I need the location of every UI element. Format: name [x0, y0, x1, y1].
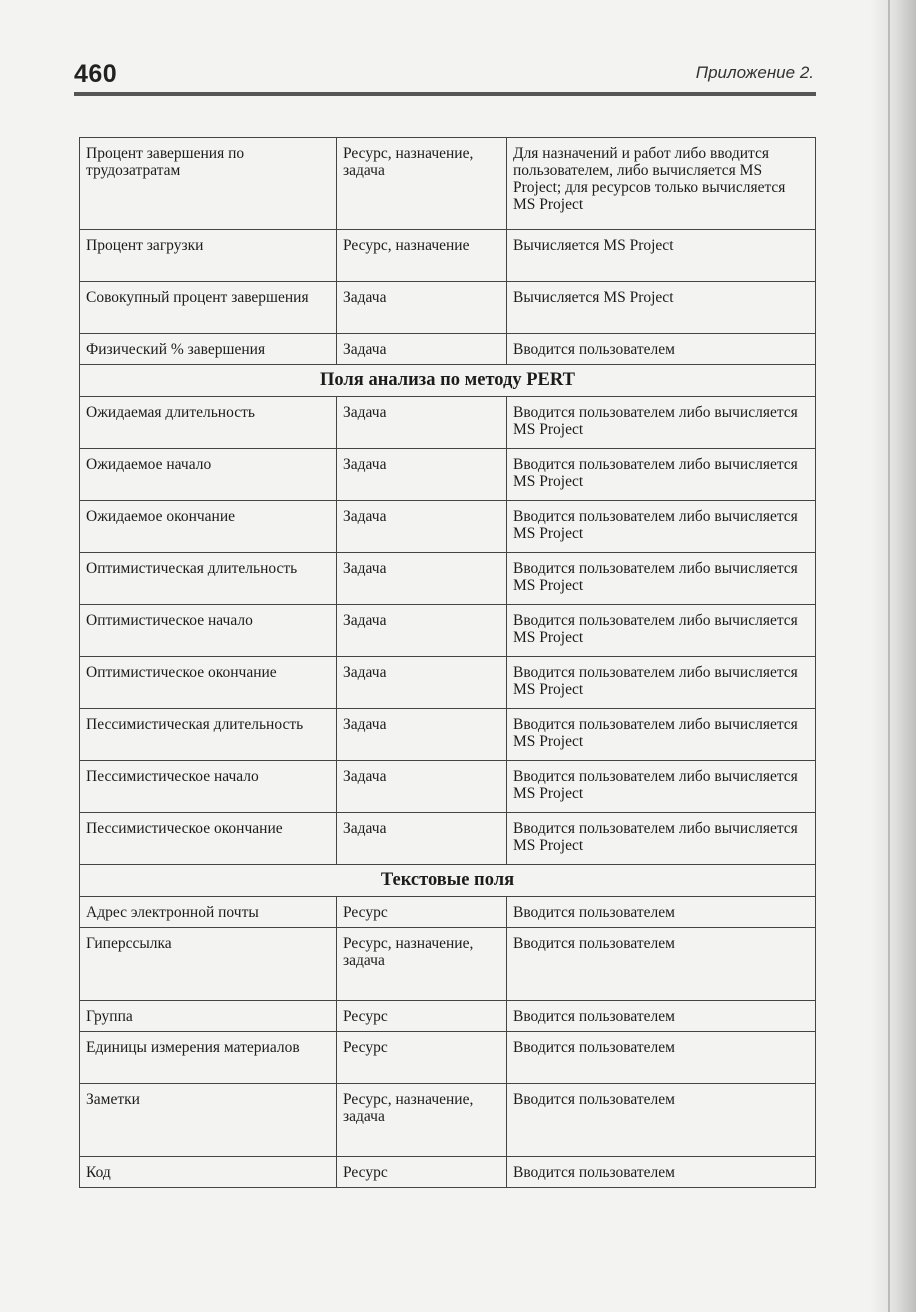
table-row	[80, 605, 816, 657]
table-row	[80, 657, 816, 709]
page-edge-line	[888, 0, 890, 1312]
source-cell: Вводится пользователем либо вычисляется MS Project	[507, 813, 816, 865]
field-name-cell: Заметки	[80, 1084, 337, 1157]
applies-to-cell: Ресурс	[337, 897, 507, 928]
source-cell: Вводится пользователем	[507, 928, 816, 1001]
table-row	[80, 1157, 816, 1188]
source-cell: Вводится пользователем либо вычисляется MS Project	[507, 761, 816, 813]
table-row	[80, 138, 816, 230]
applies-to-cell: Ресурс, назначение, задача	[337, 1084, 507, 1157]
source-cell: Вводится пользователем либо вычисляется MS Project	[507, 553, 816, 605]
table-row	[80, 397, 816, 449]
applies-to-cell: Ресурс, назначение	[337, 230, 507, 282]
section-title: Текстовые поля	[80, 865, 816, 897]
table-row	[80, 501, 816, 553]
applies-to-cell: Ресурс	[337, 1157, 507, 1188]
source-cell: Вводится пользователем либо вычисляется MS Project	[507, 397, 816, 449]
source-cell: Для назначений и работ либо вводится пользователем, либо вычисляется MS Project; для ресурсов только вычисляется MS Project	[507, 138, 816, 230]
applies-to-cell: Задача	[337, 334, 507, 365]
fields-table	[79, 137, 816, 1188]
table-row	[80, 1001, 816, 1032]
field-name-cell: Процент завершения по трудозатратам	[80, 138, 337, 230]
source-cell: Вычисляется MS Project	[507, 230, 816, 282]
field-name-cell: Ожидаемое окончание	[80, 501, 337, 553]
applies-to-cell: Задача	[337, 501, 507, 553]
applies-to-cell: Ресурс	[337, 1001, 507, 1032]
applies-to-cell: Задача	[337, 605, 507, 657]
field-name-cell: Единицы измерения материалов	[80, 1032, 337, 1084]
source-cell: Вычисляется MS Project	[507, 282, 816, 334]
running-title: Приложение 2.	[695, 63, 814, 82]
section-title: Поля анализа по методу PERT	[80, 365, 816, 397]
table-row	[80, 334, 816, 365]
source-cell: Вводится пользователем	[507, 334, 816, 365]
table-row	[80, 709, 816, 761]
applies-to-cell: Задача	[337, 449, 507, 501]
field-name-cell: Адрес электронной почты	[80, 897, 337, 928]
field-name-cell: Ожидаемое начало	[80, 449, 337, 501]
source-cell: Вводится пользователем либо вычисляется MS Project	[507, 449, 816, 501]
table-row	[80, 553, 816, 605]
applies-to-cell: Задача	[337, 282, 507, 334]
source-cell: Вводится пользователем	[507, 1084, 816, 1157]
table-row	[80, 1084, 816, 1157]
field-name-cell: Ожидаемая длительность	[80, 397, 337, 449]
page-edge-shadow	[870, 0, 916, 1312]
section-row	[80, 865, 816, 897]
field-name-cell: Гиперссылка	[80, 928, 337, 1001]
field-name-cell: Код	[80, 1157, 337, 1188]
applies-to-cell: Ресурс	[337, 1032, 507, 1084]
field-name-cell: Оптимистическая длительность	[80, 553, 337, 605]
table-row	[80, 230, 816, 282]
source-cell: Вводится пользователем либо вычисляется MS Project	[507, 605, 816, 657]
field-name-cell: Оптимистическое начало	[80, 605, 337, 657]
field-name-cell: Пессимистическая длительность	[80, 709, 337, 761]
section-row	[80, 365, 816, 397]
applies-to-cell: Задача	[337, 761, 507, 813]
field-name-cell: Пессимистическое окончание	[80, 813, 337, 865]
source-cell: Вводится пользователем либо вычисляется MS Project	[507, 501, 816, 553]
source-cell: Вводится пользователем	[507, 1032, 816, 1084]
table-row	[80, 897, 816, 928]
source-cell: Вводится пользователем	[507, 1157, 816, 1188]
page-number: 460	[74, 60, 118, 88]
fields-table-container	[79, 137, 815, 1188]
applies-to-cell: Ресурс, назначение, задача	[337, 928, 507, 1001]
source-cell: Вводится пользователем либо вычисляется MS Project	[507, 657, 816, 709]
field-name-cell: Оптимистическое окончание	[80, 657, 337, 709]
applies-to-cell: Задача	[337, 397, 507, 449]
source-cell: Вводится пользователем	[507, 897, 816, 928]
field-name-cell: Пессимистическое начало	[80, 761, 337, 813]
table-row	[80, 761, 816, 813]
source-cell: Вводится пользователем	[507, 1001, 816, 1032]
applies-to-cell: Задача	[337, 813, 507, 865]
source-cell: Вводится пользователем либо вычисляется MS Project	[507, 709, 816, 761]
field-name-cell: Совокупный процент завершения	[80, 282, 337, 334]
table-row	[80, 282, 816, 334]
table-row	[80, 1032, 816, 1084]
table-row	[80, 449, 816, 501]
field-name-cell: Группа	[80, 1001, 337, 1032]
applies-to-cell: Ресурс, назначение, задача	[337, 138, 507, 230]
applies-to-cell: Задача	[337, 657, 507, 709]
table-row	[80, 928, 816, 1001]
field-name-cell: Физический % завершения	[80, 334, 337, 365]
applies-to-cell: Задача	[337, 709, 507, 761]
table-row	[80, 813, 816, 865]
applies-to-cell: Задача	[337, 553, 507, 605]
field-name-cell: Процент загрузки	[80, 230, 337, 282]
header-rule	[74, 92, 816, 96]
